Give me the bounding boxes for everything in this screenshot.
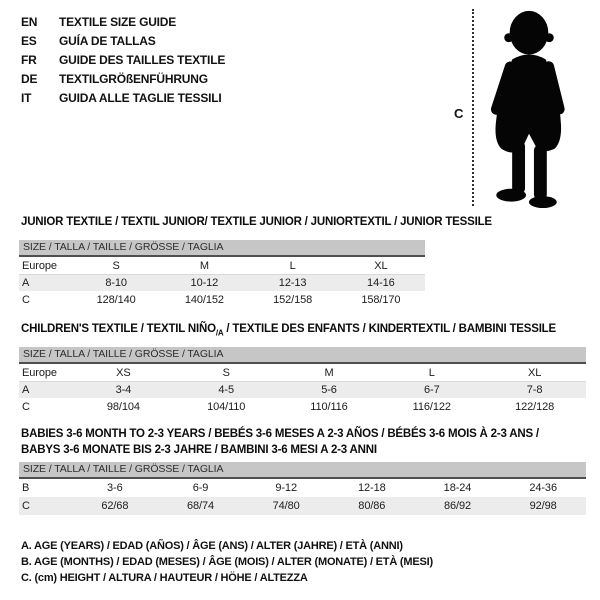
language-code: EN — [21, 15, 38, 29]
table-cell: 14-16 — [367, 277, 395, 289]
table-cell: 158/170 — [361, 293, 401, 306]
table-cell: 110/116 — [310, 400, 348, 413]
table-row — [19, 257, 425, 275]
table-cell: 12-13 — [278, 277, 307, 289]
table-cell: 68/74 — [186, 500, 214, 512]
table-cell: 62/68 — [101, 500, 129, 512]
table-cell: 152/158 — [273, 293, 313, 306]
table-cell: 98/104 — [106, 400, 140, 413]
table-cell: 9-12 — [275, 482, 297, 494]
table-cell: 6-7 — [423, 384, 440, 396]
section-heading-junior: JUNIOR TEXTILE / TEXTIL JUNIOR/ TEXTILE JUNIOR / JUNIORTEXTIL / JUNIOR TESSILE — [21, 216, 492, 228]
language-title: TEXTILE SIZE GUIDE — [59, 15, 177, 29]
table-row — [19, 364, 586, 382]
table-cell: L — [428, 366, 435, 379]
table-cell: M — [324, 366, 334, 379]
table-cell: 86/92 — [443, 500, 471, 512]
table-cell: 7-8 — [526, 384, 543, 396]
table-row — [19, 479, 586, 497]
table-row — [19, 275, 425, 291]
language-code: DE — [21, 72, 38, 86]
height-measure-label: C — [454, 106, 464, 121]
table-row — [19, 497, 586, 515]
table-cell: C — [22, 500, 30, 512]
section-heading-babies — [21, 426, 539, 458]
babies-size-table — [19, 462, 586, 515]
table-cell: 140/152 — [184, 293, 224, 306]
table-cell: 116/122 — [412, 400, 451, 413]
table-cell: 3-6 — [107, 482, 123, 494]
size-bar: SIZE / TALLA / TAILLE / GRÖSSE / TAGLIA — [19, 462, 586, 479]
language-row — [21, 70, 225, 89]
table-cell: 4-5 — [218, 384, 234, 396]
table-cell: 8-10 — [105, 277, 127, 289]
language-row — [21, 51, 225, 70]
table-cell: C — [22, 293, 30, 306]
junior-size-table — [19, 240, 425, 308]
table-cell: 92/98 — [529, 500, 557, 512]
table-row — [19, 291, 425, 308]
table-cell: C — [22, 400, 30, 413]
language-row — [21, 89, 225, 108]
table-cell: 74/80 — [272, 500, 300, 512]
size-bar: SIZE / TALLA / TAILLE / GRÖSSE / TAGLIA — [19, 347, 586, 364]
table-cell: 24-36 — [529, 482, 557, 494]
table-cell: XL — [374, 259, 388, 272]
language-code: FR — [21, 53, 37, 67]
table-row — [19, 382, 586, 398]
legend-note-c: C. (cm) HEIGHT / ALTURA / HAUTEUR / HÖHE / ALTEZZA — [21, 572, 308, 584]
baby-silhouette-icon — [480, 4, 576, 210]
table-cell: 6-9 — [192, 482, 209, 494]
section-heading-children — [21, 321, 556, 341]
table-cell: A — [22, 277, 30, 289]
table-cell: 128/140 — [96, 293, 136, 306]
table-cell: B — [22, 482, 30, 494]
table-row — [19, 398, 586, 415]
table-cell: M — [199, 259, 209, 272]
language-code: IT — [21, 91, 32, 105]
table-cell: A — [22, 384, 30, 396]
heading-line: BABYS 3-6 MONATE BIS 2-3 JAHRE / BAMBINI 3-6 MESI A 2-3 ANNI — [21, 444, 377, 456]
heading-text: CHILDREN'S TEXTILE / TEXTIL NIÑO — [21, 323, 216, 335]
language-title-list — [21, 13, 225, 108]
legend-note-a: A. AGE (YEARS) / EDAD (AÑOS) / ÂGE (ANS) / ALTER (JAHRE) / ETÀ (ANNI) — [21, 540, 403, 552]
legend-note-b: B. AGE (MONTHS) / EDAD (MESES) / ÂGE (MOIS) / ALTER (MONATE) / ETÀ (MESI) — [21, 556, 433, 568]
children-size-table — [19, 347, 586, 415]
heading-line: BABIES 3-6 MONTH TO 2-3 YEARS / BEBÉS 3-6 MESES A 2-3 AÑOS / BÉBÉS 3-6 MOIS À 2-3 ANS / — [21, 428, 539, 440]
language-code: ES — [21, 34, 37, 48]
language-title: TEXTILGRÖßENFÜHRUNG — [59, 72, 208, 86]
language-title: GUIDE DES TAILLES TEXTILE — [59, 53, 226, 67]
language-title: GUÍA DE TALLAS — [59, 34, 156, 48]
heading-text: / TEXTILE DES ENFANTS / KINDERTEXTIL / BAMBINI TESSILE — [223, 323, 556, 335]
table-cell: XS — [116, 366, 131, 379]
table-cell: Europe — [22, 259, 57, 272]
table-cell: 80/86 — [358, 500, 386, 512]
language-row — [21, 32, 225, 51]
table-cell: XL — [527, 366, 542, 379]
table-cell: S — [112, 259, 120, 272]
size-bar: SIZE / TALLA / TAILLE / GRÖSSE / TAGLIA — [19, 240, 425, 257]
height-measure-dotted-line — [472, 9, 474, 206]
table-cell: Europe — [22, 366, 57, 379]
table-cell: 12-18 — [358, 482, 386, 494]
table-cell: 18-24 — [443, 482, 472, 494]
table-cell: 122/128 — [515, 400, 555, 413]
legend-notes — [21, 538, 433, 586]
heading-subscript: /A — [215, 328, 224, 338]
table-cell: 5-6 — [321, 384, 337, 396]
table-cell: 104/110 — [207, 400, 246, 413]
language-title: GUIDA ALLE TAGLIE TESSILI — [59, 91, 222, 105]
table-cell: L — [289, 259, 296, 272]
language-row — [21, 13, 225, 32]
table-cell: S — [222, 366, 230, 379]
table-cell: 10-12 — [190, 277, 219, 289]
table-cell: 3-4 — [115, 384, 132, 396]
